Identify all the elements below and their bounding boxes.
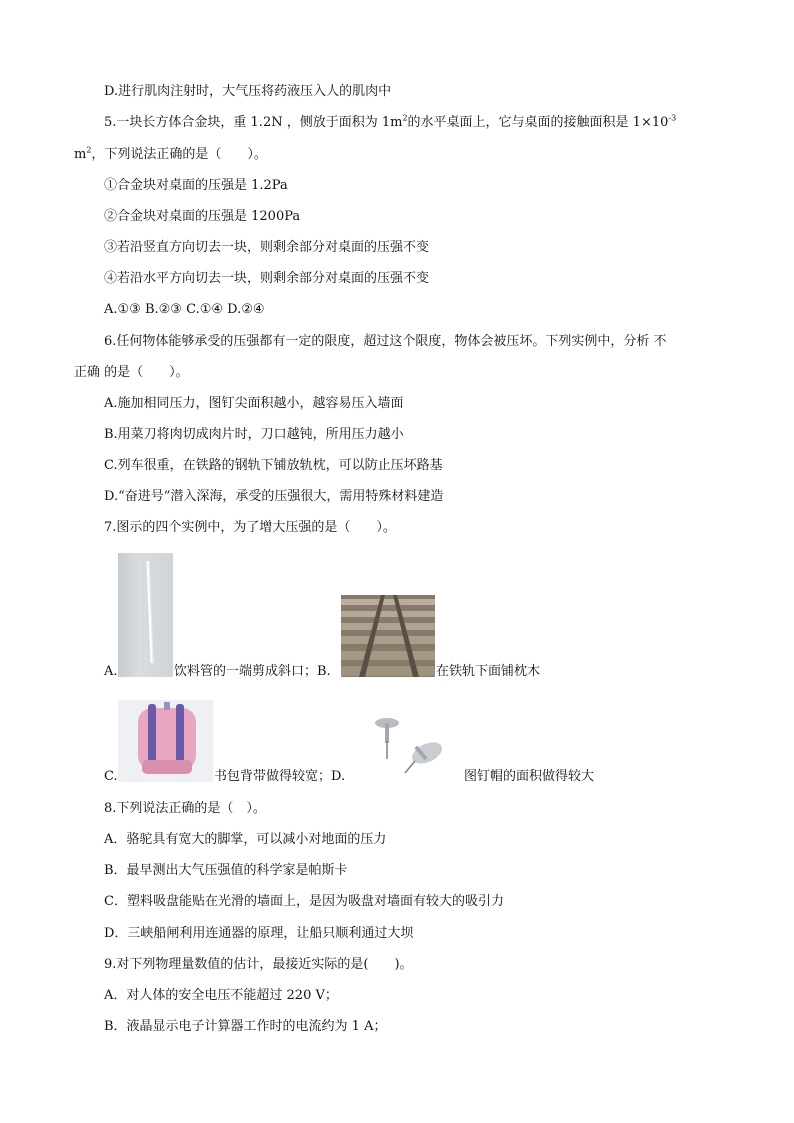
q7-option-a-text: 饮料管的一端剪成斜口；B. xyxy=(174,664,331,679)
railway-track-image xyxy=(341,595,435,677)
q5-superscript: 2 xyxy=(86,145,92,155)
q5-statement-3: ③若沿竖直方向切去一块，则剩余部分对桌面的压强不变 xyxy=(104,240,430,255)
q7-option-b-text: 在铁轨下面铺枕木 xyxy=(436,664,541,679)
q6-option-b: B.用菜刀将肉切成肉片时，刀口越钝，所用压力越小 xyxy=(104,427,404,442)
q8-stem: 8.下列说法正确的是（ ）。 xyxy=(104,801,266,816)
q7-option-c-text: 书包背带做得较宽；D. xyxy=(214,769,346,784)
q5-stem-line2 xyxy=(74,146,267,164)
q7-option-a-label: A. xyxy=(104,664,118,679)
q5-stem-part3: ，下列说法正确的是（ ）。 xyxy=(91,147,267,162)
q5-statement-1: ①合金块对桌面的压强是 1.2Pa xyxy=(104,178,288,193)
q5-superscript: 2 xyxy=(402,113,408,123)
q7-option-d-text: 图钉帽的面积做得较大 xyxy=(464,769,595,784)
q8-option-c: C．塑料吸盘能贴在光滑的墙面上，是因为吸盘对墙面有较大的吸引力 xyxy=(104,894,504,909)
q5-stem-part1: 5.一块长方体合金块，重 1.2N ，侧放于面积为 1m xyxy=(104,115,403,130)
q9-stem: 9.对下列物理量数值的估计，最接近实际的是( )。 xyxy=(104,957,413,972)
q7-stem: 7.图示的四个实例中，为了增大压强的是（ ）。 xyxy=(104,520,396,535)
q5-answer-choices: A.①③ B.②③ C.①④ D.②④ xyxy=(104,302,265,317)
q6-stem-line1: 6.任何物体能够承受的压强都有一定的限度，超过这个限度，物体会被压坏。下列实例中，分析 不 xyxy=(104,334,667,349)
q6-option-d: D.“奋进号”潜入深海，承受的压强很大，需用特殊材料建造 xyxy=(104,489,444,504)
q5-superscript: -3 xyxy=(668,113,677,123)
thumbtack-image xyxy=(355,711,463,783)
q8-option-a: A．骆驼具有宽大的脚掌，可以减小对地面的压力 xyxy=(104,832,387,847)
q5-stem-part2: 的水平桌面上，它与桌面的接触面积是 1×10 xyxy=(407,115,669,130)
q9-option-b: B．液晶显示电子计算器工作时的电流约为 1 A； xyxy=(104,1019,387,1034)
q6-stem-line2: 正确 的是（ ）。 xyxy=(74,365,189,380)
q5-statement-2: ②合金块对桌面的压强是 1200Pa xyxy=(104,209,301,224)
q5-unit: m xyxy=(74,147,87,162)
q8-option-b: B．最早测出大气压强值的科学家是帕斯卡 xyxy=(104,863,348,878)
q6-option-c: C.列车很重，在铁路的钢轨下铺放轨枕，可以防止压坏路基 xyxy=(104,458,443,473)
q9-option-a: A．对人体的安全电压不能超过 220 V； xyxy=(104,988,338,1003)
q5-stem-line1 xyxy=(104,114,676,132)
q5-statement-4: ④若沿水平方向切去一块，则剩余部分对桌面的压强不变 xyxy=(104,271,430,286)
q6-option-a: A.施加相同压力，图钉尖面积越小，越容易压入墙面 xyxy=(104,396,404,411)
straw-image xyxy=(118,553,173,677)
q8-option-d: D．三峡船闸利用连通器的原理，让船只顺利通过大坝 xyxy=(104,926,414,941)
q7-option-c-label: C. xyxy=(104,769,118,784)
backpack-image xyxy=(118,700,213,782)
q4-option-d: D.进行肌肉注射时，大气压将药液压入人的肌肉中 xyxy=(104,84,392,99)
